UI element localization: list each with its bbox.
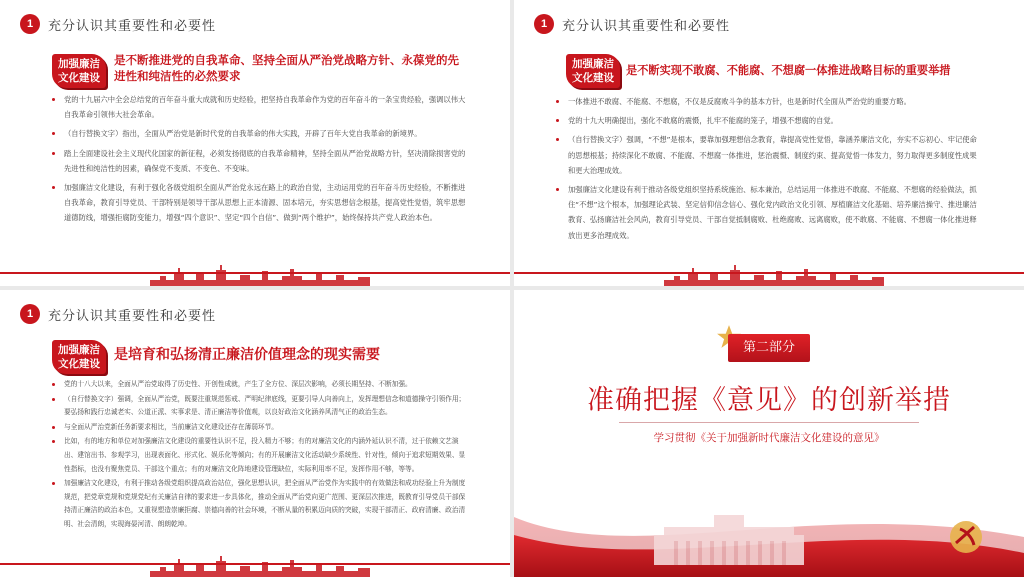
skyline-decoration [664, 262, 884, 286]
badge-line-1: 加强廉洁 [58, 58, 100, 70]
slide-4[interactable] [514, 290, 1024, 577]
list-item: 与全面从严治党新任务新要求相比，当前廉洁文化建设还存在薄弱环节。 [52, 421, 470, 435]
badge-line-1: 加强廉洁 [572, 58, 614, 70]
badge-line-2: 文化建设 [58, 72, 100, 84]
building-silhouette [654, 515, 804, 565]
slide-3[interactable] [0, 290, 510, 577]
section-header [20, 13, 216, 35]
section-header [534, 13, 730, 35]
list-item: 踏上全面建设社会主义现代化国家的新征程，必须发扬彻底的自我革命精神，坚持全面从严治党战略方针，坚决清除损害党的先进性和纯洁性的因素，确保党不变质、不变色、不变味。 [52, 146, 468, 176]
skyline-decoration [150, 553, 370, 577]
slide-heading: 是培育和弘扬清正廉洁价值理念的现实需要 [114, 347, 380, 363]
part-label: 第二部分 [728, 334, 810, 362]
section-title: 充分认识其重要性和必要性 [48, 18, 217, 34]
list-item: （自行替换文字）指出，全面从严治党是新时代党的自我革命的伟大实践，开辟了百年大党自我革命的新境界。 [52, 126, 468, 141]
page-title: 准确把握《意见》的创新举措 [587, 385, 951, 416]
badge [566, 54, 620, 88]
page-subtitle: 学习贯彻《关于加强新时代廉洁文化建设的意见》 [653, 432, 885, 444]
list-item: 加强廉洁文化建设，有利于推动各级党组织提高政治站位，强化思想认识，把全面从严治党作为实践中的有效做法和成功经验上升为制度规范，把党章党规和党规党纪有关廉洁自律的要求进一步具体化，推动全面从严治党向更广范围、更深层次推进，既教育引导党员干部保持清正廉洁的政治本色，又重视塑造崇廉拒腐、崇德向善的社会环境，不断从量的积累迈向质的突破，实现干部清正、政府清廉、政治清明、社会清朗，实现海晏河清、朗朗乾坤。 [52, 477, 470, 531]
list-item: 一体推进不敢腐、不能腐、不想腐，不仅是反腐败斗争的基本方针，也是新时代全面从严治党的重要方略。 [556, 94, 982, 109]
list-item: 党的十八大以来，全面从严治党取得了历史性、开创性成就，产生了全方位、深层次影响，必须长期坚持、不断加强。 [52, 378, 470, 392]
section-number: 1 [20, 14, 40, 34]
bullet-list [52, 92, 468, 230]
bottom-rule [0, 272, 510, 274]
section-title: 充分认识其重要性和必要性 [48, 308, 217, 324]
heading-line-2: 进性和纯洁性的必然要求 [114, 69, 241, 83]
badge-line-1: 加强廉洁 [58, 344, 100, 356]
bullet-list [52, 378, 470, 533]
list-item: （自行替换文字）强调，“不想”是根本，要靠加强理想信念教育，靠提高党性觉悟，靠涵养廉洁文化，夯实不忘初心、牢记使命的思想根基；持续深化不敢腐、不能腐、不想腐一体推进，惩治震慑、制度约束、提高觉悟一体发力，努力取得更多制度性成果和更大治理成效。 [556, 132, 982, 178]
section-header [20, 303, 216, 325]
section-number: 1 [20, 304, 40, 324]
emblem-icon [950, 521, 982, 553]
list-item: 党的十九大明确提出，强化不敢腐的震慑，扎牢不能腐的笼子，增强不想腐的自觉。 [556, 113, 982, 128]
badge [52, 54, 106, 88]
badge-line-2: 文化建设 [572, 72, 614, 84]
list-item: 比如，有的地方和单位对加强廉洁文化建设的重要性认识不足，投入精力不够；有的对廉洁文化的内涵外延认识不清，过于依赖文艺演出、建馆出书、参观学习，出现表面化、形式化、娱乐化等倾向；有的开展廉洁文化活动缺少系统性、针对性，倾向于追求短期效果、显性指标，也没有聚焦党员、干部这个重点；有的对廉洁文化阵地建设管理缺位，实际利用率不足，发挥作用不够，等等。 [52, 435, 470, 476]
list-item: 加强廉洁文化建设有利于推动各级党组织坚持系统施治、标本兼治，总结运用一体推进不敢腐、不能腐、不想腐的经验做法，抓住“不想”这个根本，加强理论武装、坚定信仰信念信心、强化党内政治文化引领、厚植廉洁文化基础、培养廉洁操守、推进廉洁教育、弘扬廉洁社会风尚，教育引导党员、干部自觉抵制腐败、杜绝腐败、远离腐败，使不敢腐、不能腐、不想腐一体化推进释放出更多治理成效。 [556, 182, 982, 243]
slide-1[interactable] [0, 0, 510, 286]
skyline-decoration [150, 262, 370, 286]
badge-line-2: 文化建设 [58, 358, 100, 370]
list-item: （自行替换文字）强调，全面从严治党，既要注重规范惩戒、严明纪律底线，更要引导人向善向上，发挥理想信念和道德操守引领作用；要弘扬和践行忠诚老实、公道正派、实事求是、清正廉洁等价值观，以良好政治文化涵养风清气正的政治生态。 [52, 393, 470, 420]
section-number: 1 [534, 14, 554, 34]
slide-heading: 是不断实现不敢腐、不能腐、不想腐一体推进战略目标的重要举措 [626, 63, 951, 77]
heading-line-1: 是不断推进党的自我革命、坚持全面从严治党战略方针、永葆党的先 [114, 53, 459, 67]
bottom-rule [514, 272, 1024, 274]
bottom-rule [0, 563, 510, 565]
slide-heading [114, 52, 474, 84]
divider [619, 422, 919, 423]
bullet-list [556, 94, 982, 247]
list-item: 党的十九届六中全会总结党的百年奋斗重大成就和历史经验，把坚持自我革命作为党的百年奋斗的一条宝贵经验，强调以伟大自我革命引领伟大社会革命。 [52, 92, 468, 122]
section-title: 充分认识其重要性和必要性 [562, 18, 731, 34]
wave-decoration [514, 457, 1024, 577]
list-item: 加强廉洁文化建设，有利于强化各级党组织全面从严治党永远在路上的政治自觉，主动运用党的百年奋斗历史经验，不断推进自我革命，教育引导党员、干部特别是领导干部从思想上正本清源、固本培元，夯实思想信念根基，提高党性觉悟，筑牢思想道德防线，增强拒腐防变能力，增强“四个意识”、坚定“四个自信”、做到“两个维护”，始终保持共产党人政治本色。 [52, 180, 468, 226]
slide-2[interactable] [514, 0, 1024, 286]
badge [52, 340, 106, 374]
